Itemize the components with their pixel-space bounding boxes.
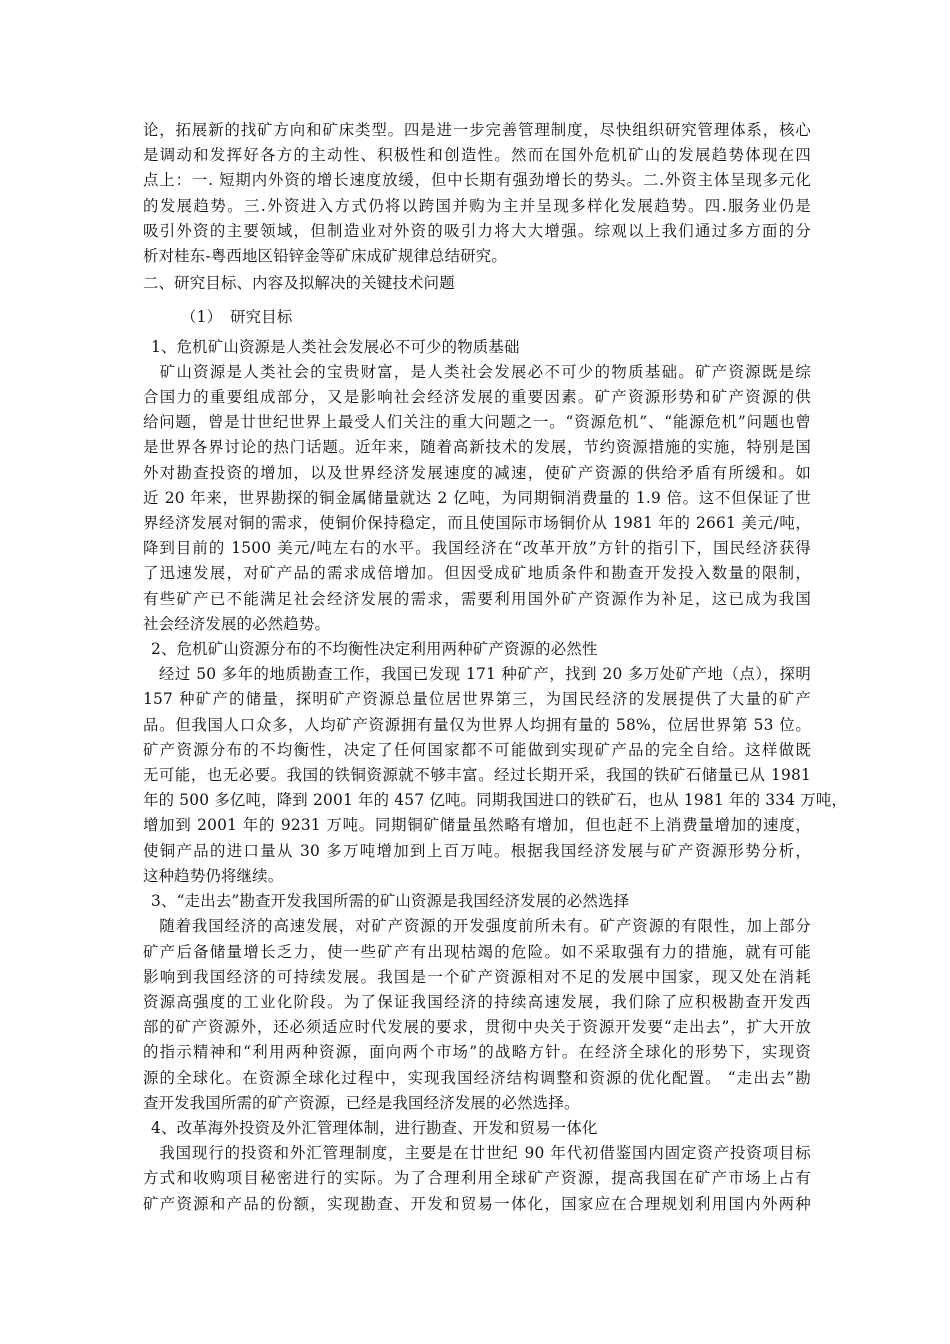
- paragraph-line: 我国现行的投资和外汇管理制度，主要是在廿世纪 90 年代初借鉴国内固定资产投资项目标: [143, 1144, 811, 1163]
- paragraph-line: 矿山资源是人类社会的宝贵财富，是人类社会发展必不可少的物质基础。矿产资源既是综: [143, 362, 811, 381]
- paragraph-line: 增加到 2001 年的 9231 万吨。同期铜矿储量虽然略有增加，但也赶不上消费量增加的速度，: [143, 816, 811, 835]
- paragraph-line: 外对勘查投资的增加，以及世界经济发展速度的减速，使矿产资源的供给矛盾有所缓和。如: [143, 463, 811, 482]
- paragraph-line: 的指示精神和“利用两种资源，面向两个市场”的战略方针。在经济全球化的形势下，实现资: [143, 1043, 811, 1062]
- paragraph-line: 析对桂东-粤西地区铅锌金等矿床成矿规律总结研究。: [143, 247, 507, 266]
- paragraph-line: 影响到我国经济的可持续发展。我国是一个矿产资源相对不足的发展中国家，现又处在消耗: [143, 967, 811, 986]
- paragraph-line: 方式和收购项目秘密进行的实际。为了合理利用全球矿产资源，提高我国在矿产市场上占有: [143, 1169, 811, 1188]
- paragraph-line: 年的 500 多亿吨，降到 2001 年的 457 亿吨。同期我国进口的铁矿石，也从 1981 年的 334 万吨，: [143, 791, 848, 810]
- paragraph-line: 这种趋势仍将继续。: [143, 866, 284, 885]
- paragraph-line: 合国力的重要组成部分，又是影响社会经济发展的重要因素。矿产资源形势和矿产资源的供: [143, 388, 811, 407]
- body-paragraph: [143, 360, 811, 637]
- paragraph-line: 矿产资源分布的不均衡性，决定了任何国家都不可能做到实现矿产品的完全自给。这样做既: [143, 740, 811, 759]
- paragraph-line: 查开发我国所需的矿产资源，已经是我国经济发展的必然选择。: [143, 1093, 580, 1112]
- paragraph-line: 资源高强度的工业化阶段。为了保证我国经济的持续高速发展，我们除了应积极勘查开发西: [143, 992, 811, 1011]
- paragraph-line: 矿产资源和产品的份额，实现勘查、开发和贸易一体化，国家应在合理规划利用国内外两种: [143, 1194, 811, 1213]
- body-paragraph: [143, 1141, 811, 1217]
- paragraph-line: 论，拓展新的找矿方向和矿床类型。四是进一步完善管理制度，尽快组织研究管理体系，核心: [143, 121, 811, 139]
- paragraph-line: 157 种矿产的储量，探明矿产资源总量位居世界第三，为国民经济的发展提供了大量的矿产: [143, 690, 811, 709]
- paragraph-line: 吸引外资的主要领域，但制造业对外资的吸引力将大大增强。综观以上我们通过多方面的分: [143, 221, 811, 240]
- paragraph-line: 降到目前的 1500 美元/吨左右的水平。我国经济在“改革开放”方针的指引下，国民经济获得: [143, 539, 811, 558]
- paragraph-line: 经过 50 多年的地质勘查工作，我国已发现 171 种矿产，找到 20 多万处矿产地（点），探明: [143, 665, 811, 684]
- numbered-heading: 4、改革海外投资及外汇管理体制，进行勘查、开发和贸易一体化: [151, 1118, 598, 1137]
- paragraph-line: 的发展趋势。三.外资进入方式仍将以跨国并购为主并呈现多样化发展趋势。四.服务业仍是: [143, 196, 811, 215]
- subsection-heading: （1） 研究目标: [181, 308, 293, 327]
- paragraph-line: 源的全球化。在资源全球化过程中，实现我国经济结构调整和资源的优化配置。 “走出去”勘: [143, 1068, 811, 1087]
- paragraph-line: 随着我国经济的高速发展，对矿产资源的开发强度前所未有。矿产资源的有限性，加上部分: [143, 917, 811, 936]
- paragraph-line: 近 20 年来，世界勘探的铜金属储量就达 2 亿吨，为同期铜消费量的 1.9 倍。这不但保证了世: [143, 488, 811, 507]
- paragraph-line: 是调动和发挥好各方的主动性、积极性和创造性。然而在国外危机矿山的发展趋势体现在四: [143, 146, 811, 165]
- paragraph-line: 无可能，也无必要。我国的铁铜资源就不够丰富。经过长期开采，我国的铁矿石储量已从 1981: [143, 766, 811, 785]
- body-paragraph: [143, 118, 811, 269]
- paragraph-line: 了迅速发展，对矿产品的需求成倍增加。但因受成矿地质条件和勘查开发投入数量的限制，: [143, 564, 811, 583]
- section-heading: 二、研究目标、内容及拟解决的关键技术问题: [143, 274, 455, 293]
- body-paragraph: [143, 662, 848, 889]
- paragraph-line: 界经济发展对铜的需求，使铜价保持稳定，而且使国际市场铜价从 1981 年的 2661 美元/吨，: [143, 514, 811, 533]
- paragraph-line: 品。但我国人口众多，人均矿产资源拥有量仅为世界人均拥有量的 58%，位居世界第 53 位。: [143, 715, 811, 734]
- paragraph-line: 矿产后备储量增长乏力，使一些矿产有出现枯竭的危险。如不采取强有力的措施，就有可能: [143, 942, 811, 961]
- numbered-heading: 1、危机矿山资源是人类社会发展必不可少的物质基础: [151, 337, 520, 356]
- paragraph-line: 是世界各界讨论的热门话题。近年来，随着高新技术的发展，节约资源措施的实施，特别是国: [143, 438, 811, 457]
- numbered-heading: 3、“走出去”勘查开发我国所需的矿山资源是我国经济发展的必然选择: [151, 892, 630, 911]
- paragraph-line: 部的矿产资源外，还必须适应时代发展的要求，贯彻中央关于资源开发要“走出去”，扩大开放: [143, 1018, 811, 1037]
- paragraph-line: 使铜产品的进口量从 30 多万吨增加到上百万吨。根据我国经济发展与矿产资源形势分析，: [143, 841, 811, 860]
- paragraph-line: 给问题，曾是廿世纪世界上最受人们关注的重大问题之一。“资源危机”、“能源危机”问题也曾: [143, 413, 811, 432]
- paragraph-line: 社会经济发展的必然趋势。: [143, 614, 331, 633]
- document-body: [143, 118, 848, 1217]
- paragraph-line: 点上：一. 短期内外资的增长速度放缓，但中长期有强劲增长的势头。二.外资主体呈现多元化: [143, 171, 811, 190]
- body-paragraph: [143, 914, 811, 1116]
- numbered-heading: 2、危机矿山资源分布的不均衡性决定利用两种矿产资源的必然性: [151, 640, 598, 659]
- paragraph-line: 有些矿产已不能满足社会经济发展的需求，需要利用国外矿产资源作为补足，这已成为我国: [143, 589, 811, 608]
